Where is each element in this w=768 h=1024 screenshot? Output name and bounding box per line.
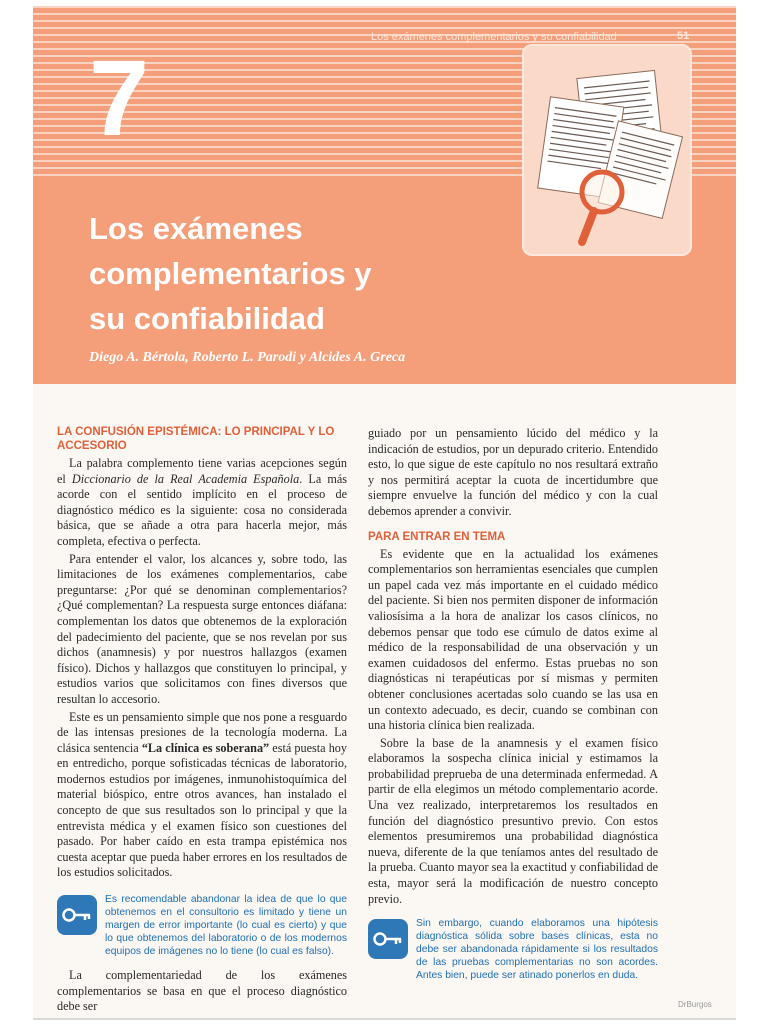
section-heading: PARA ENTRAR EN TEMA — [368, 530, 506, 543]
body-paragraph — [57, 456, 347, 550]
key-note — [368, 917, 658, 982]
chapter-title — [89, 206, 529, 341]
left-column — [57, 425, 347, 1017]
chapter-title-line: su confiabilidad — [89, 301, 325, 336]
body-paragraph — [57, 710, 347, 882]
section-heading: LA CONFUSIÓN EPISTÉMICA: LO PRINCIPAL Y LO ACCESORIO — [57, 426, 335, 452]
text-run: . La más acorde con el sentido implícito en el proceso de diagnóstico médico es la siguiente: cosa no considerada básica, que se añade a otra para hacerla mejor, más completa, efectiva o perfecta. — [57, 471, 347, 548]
note-text: Sin embargo, cuando elaboramos una hipótesis diagnóstica sólida sobre bases clínicas, esta no debe ser abandonada rápidamente si los resultados de las pruebas complementarias no son acordes. Antes bien, puede ser atinado ponerlos en duda. — [416, 918, 658, 982]
footer-credit: DrBurgos — [678, 1000, 712, 1009]
right-column — [368, 426, 658, 992]
key-icon — [368, 919, 408, 959]
body-paragraph: Es evidente que en la actualidad los exámenes complementarios son herramientas esenciales que cumplen un papel cada vez más importante en el cuidado médico del paciente. Si bien nos permiten disponer de información valiosísima a la hora de analizar los casos clínicos, no debemos pensar que todo ese cúmulo de datos exime al médico de la responsabilidad de una observación y un examen cuidadosos del enfermo. Estas pruebas no son diagnósticas ni terapéuticas por sí mismas y permiten obtener conclusiones acertadas solo cuando se las usa en un contexto adecuado, es decir, cuando se combinan con una historia clínica bien realizada. — [368, 546, 658, 733]
dictionary-title: Diccionario de la Real Academia Española — [71, 471, 300, 486]
key-icon — [57, 895, 97, 935]
quoted-sentence: “La clínica es soberana” — [141, 740, 270, 755]
note-text: Es recomendable abandonar la idea de que lo que obtenemos en el consultorio es limitado y tiene un margen de error importante (lo cual es cierto) y que lo que obtenemos del laboratorio o de los modernos equipos de imágenes no lo tiene (lo cual es falso). — [105, 894, 347, 958]
page-number: 51 — [677, 30, 690, 42]
body-paragraph: Para entender el valor, los alcances y, sobre todo, las limitaciones de los exámenes complementarios, cabe preguntarse: ¿Por qué se denominan complementarios? ¿Qué complementan? La respuesta surge entonces diáfana: complementan los datos que obtenemos de la exploración del padecimiento del paciente, que se nos revelan por sus dichos (anamnesis) y por nuestros hallazgos (examen físico). Dichos y hallazgos que constituyen lo principal, y estudios varios que solicitamos con fines diversos que resultan lo accesorio. — [57, 551, 347, 706]
chapter-title-line: Los exámenes — [89, 211, 303, 246]
key-note — [57, 893, 347, 958]
magnifier-icon — [582, 172, 622, 242]
text-run: Este es un pensamiento simple que nos pone a resguardo de las intensas presiones de la tecnología moderna. La clásica sentencia — [57, 709, 347, 755]
documents-illustration — [524, 46, 690, 254]
text-run: está puesta hoy en entredicho, porque sofisticadas técnicas de laboratorio, modernos estudios por imágenes, inmunohistoquímica del material bióspico, entre otros avances, han instalado el concepto de que sus resultados son lo principal y que la entrevista médica y el examen físico son cuestiones del pasado. Por haber caído en esta trampa epistémica nos cuesta aceptar que pueda haber errores en los resultados de los estudios solicitados. — [57, 740, 347, 880]
body-paragraph: La complementariedad de los exámenes complementarios se basa en que el proceso diagnóstico debe ser — [57, 968, 347, 1014]
body-paragraph: guiado por un pensamiento lúcido del médico y la indicación de estudios, por un depurado criterio. Entendido esto, lo que sigue de este capítulo no nos resultará extraño y nos permitirá aceptar la cuota de incertidumbre que siempre envuelve la función del médico y con la cual debemos aprender a convivir. — [368, 426, 658, 518]
documents-magnifier-icon — [522, 44, 692, 256]
page-bottom-rule — [33, 1018, 736, 1020]
chapter-title-line: complementarios y — [89, 256, 372, 291]
chapter-authors: Diego A. Bértola, Roberto L. Parodi y Alcides A. Greca — [89, 350, 406, 365]
body-paragraph: Sobre la base de la anamnesis y el examen físico elaboramos la sospecha clínica inicial y estimamos la probabilidad preprueba de una determinada enfermedad. A partir de ella elegimos un método complementario acorde. Una vez realizado, interpretaremos los resultados en función del diagnóstico presuntivo previo. Con estos elementos presumiremos una probabilidad diagnóstica nueva, diferente de la que teníamos antes del resultado de la prueba. Cuanto mayor sea la exactitud y confiabilidad de esta, mayor será la modificación de nuestro concepto previo. — [368, 735, 658, 906]
chapter-number: 7 — [89, 37, 150, 158]
running-head: Los exámenes complementarios y su confiabilidad — [371, 31, 617, 43]
text-run: La palabra complemento tiene varias acepciones según el — [57, 456, 347, 486]
